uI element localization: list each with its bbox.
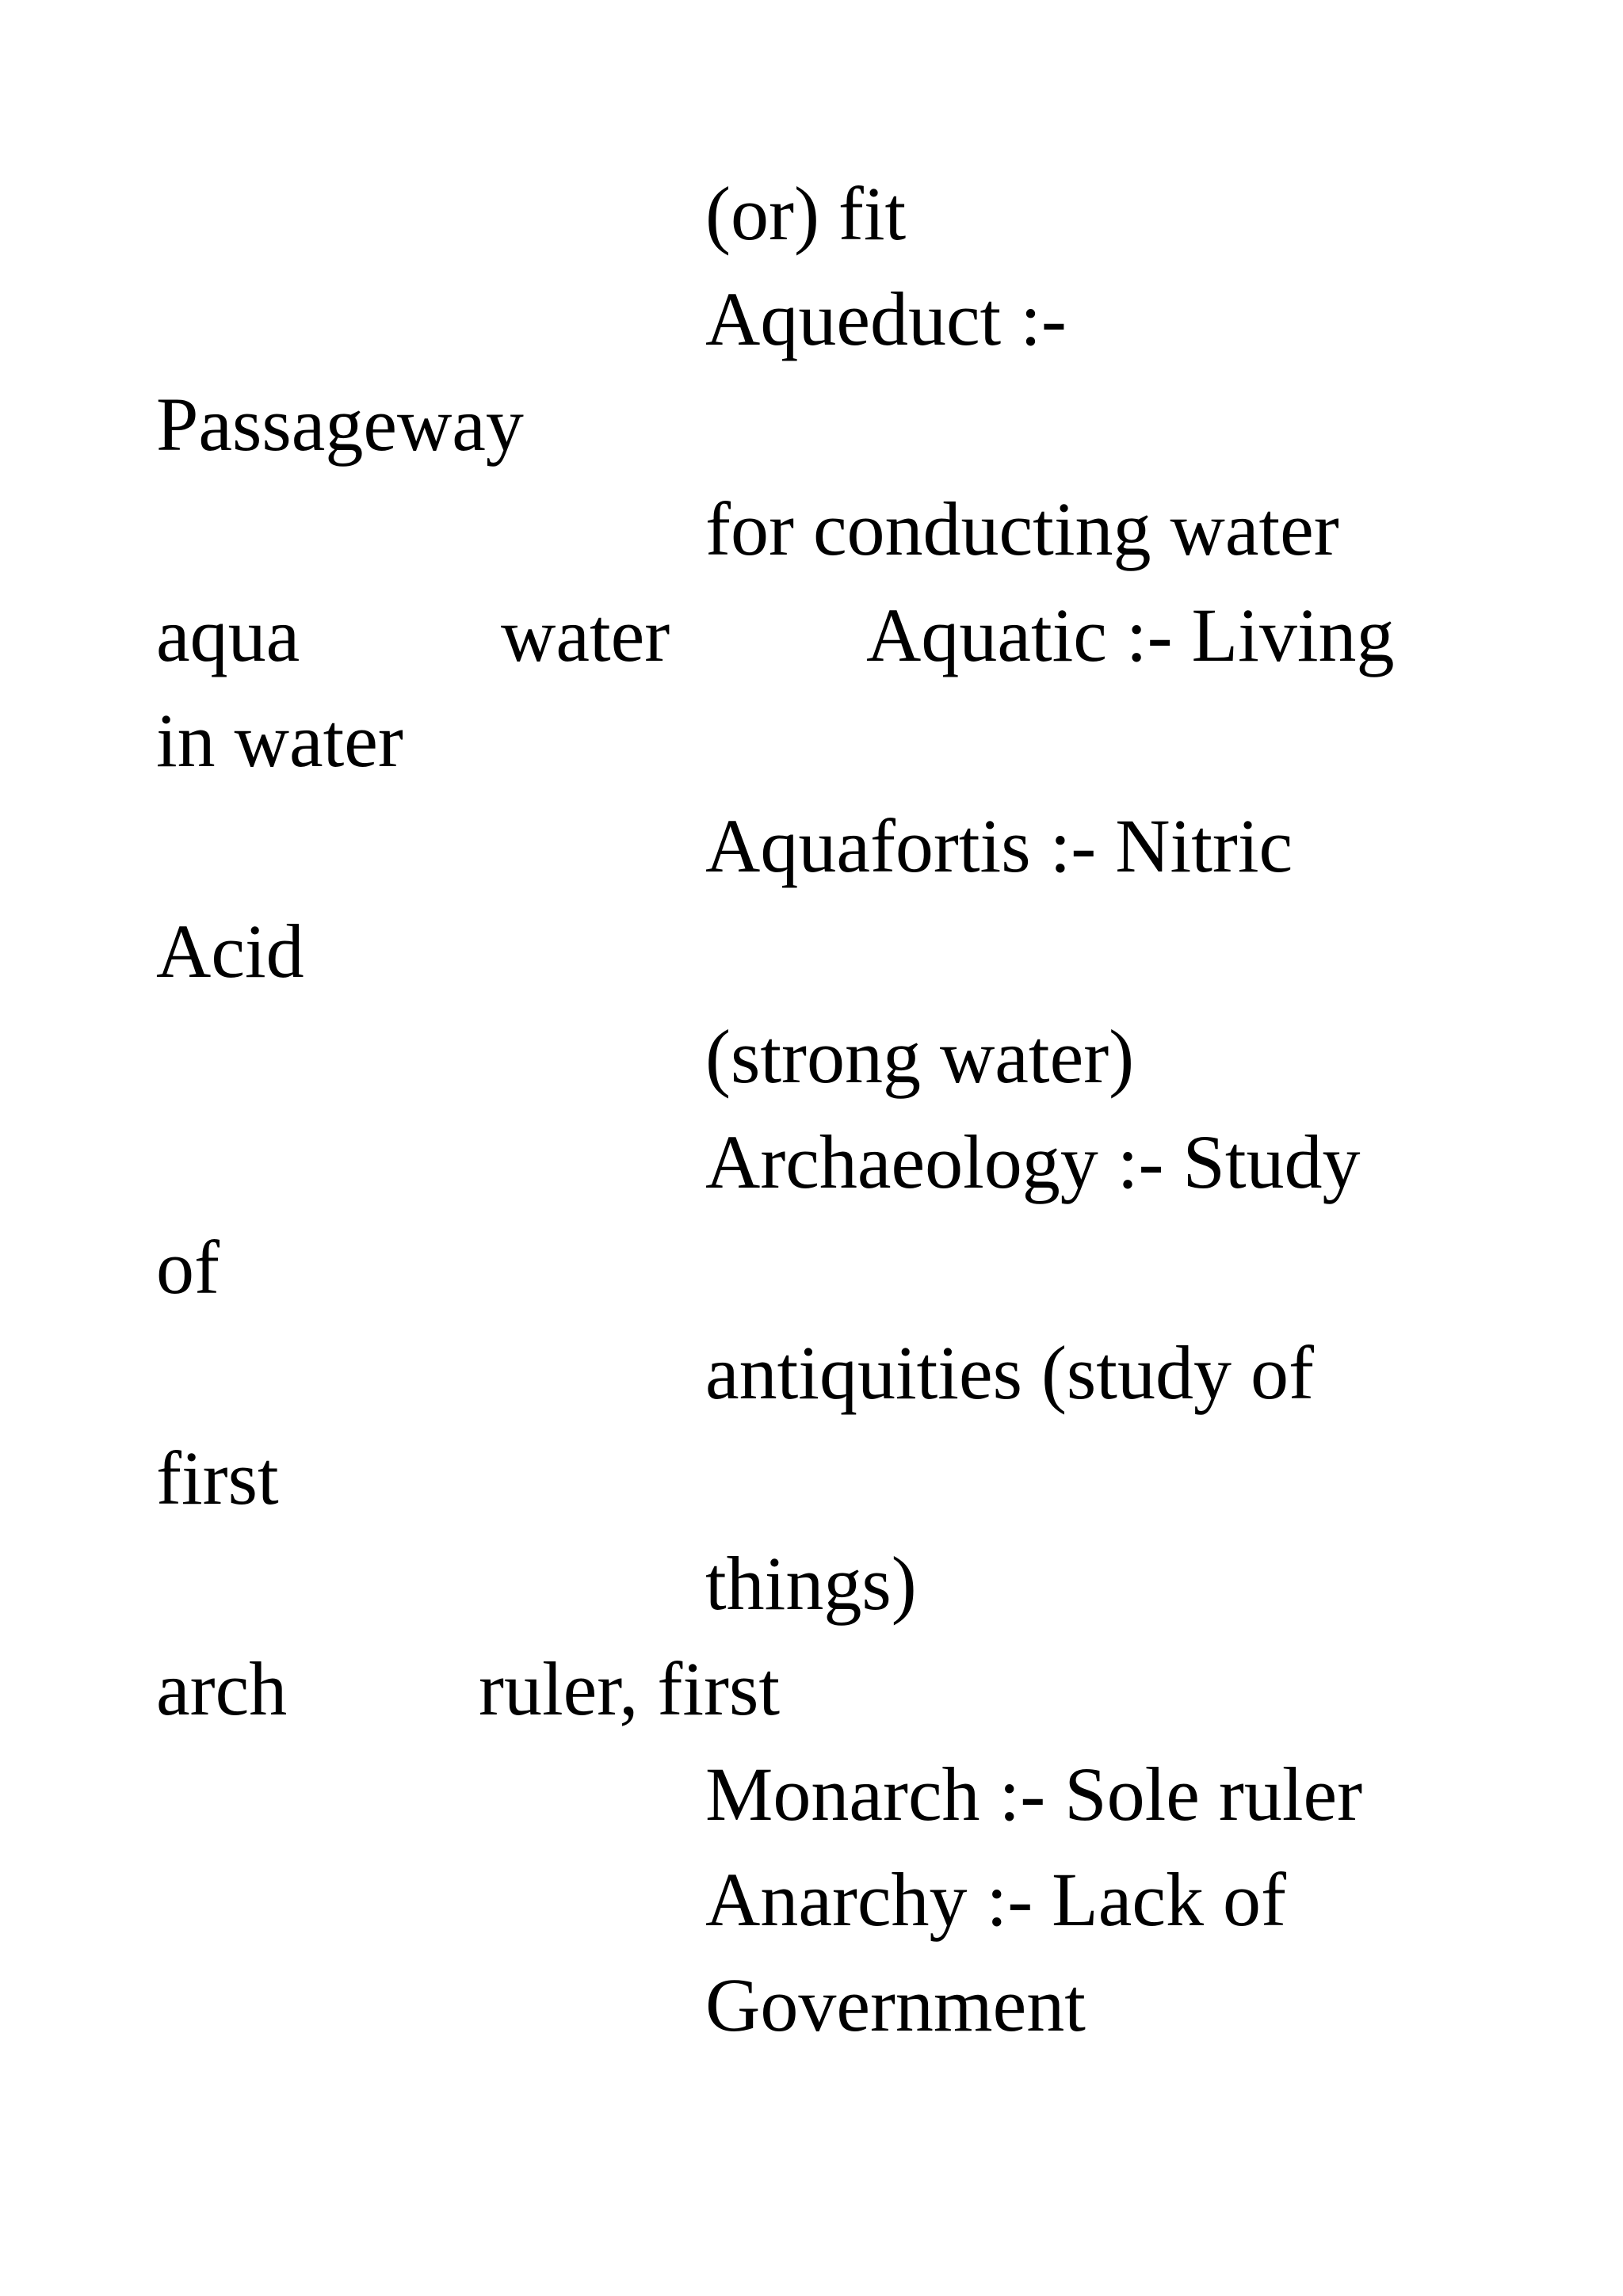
text-line: Aquafortis :- Nitric [705, 803, 1293, 888]
root-word: arch [156, 1646, 288, 1731]
text-line: Aquatic :- Living [866, 593, 1395, 677]
text-line: Archaeology :- Study [705, 1119, 1361, 1204]
text-line: first [156, 1436, 279, 1520]
root-word: aqua [156, 593, 300, 677]
text-line: for conducting water [705, 486, 1339, 571]
text-line: Acid [156, 909, 304, 994]
text-line: Government [705, 1962, 1086, 2047]
text-line: (or) fit [705, 171, 907, 256]
text-line: things) [705, 1541, 917, 1626]
text-line: Passageway [156, 382, 524, 467]
root-meaning: ruler, first [479, 1646, 781, 1731]
text-line: Anarchy :- Lack of [705, 1857, 1286, 1942]
text-line: (strong water) [705, 1014, 1135, 1099]
text-line: Monarch :- Sole ruler [705, 1752, 1363, 1836]
text-line: antiquities (study of [705, 1330, 1314, 1415]
root-meaning: water [501, 593, 670, 677]
text-line: in water [156, 698, 403, 783]
text-line: Aqueduct :- [705, 277, 1067, 361]
text-line: of [156, 1225, 220, 1310]
